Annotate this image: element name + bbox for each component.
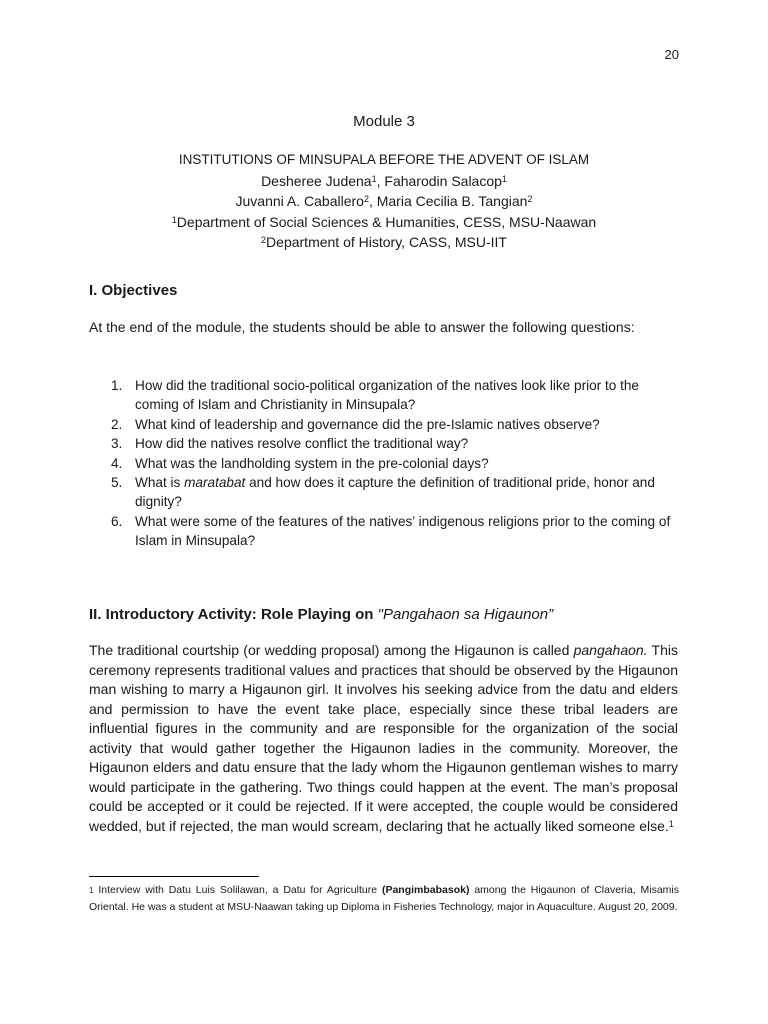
module-title: Module 3 [353,113,415,130]
intro-activity-heading: II. Introductory Activity: Role Playing on "Pangahaon sa Higaunon” [89,606,554,623]
affiliation-2: $^2$Department of History, CASS, MSU-IIT [261,234,507,250]
list-item: 3. How did the natives resolve conflict the traditional way? [111,436,469,452]
list-item: 5. What is maratabat and how does it capture the definition of traditional pride, honor and dignity? [111,475,655,510]
objectives-intro: At the end of the module, the students should be able to answer the following questions: [89,319,635,335]
authors-line-2: Juvanni A. Caballero$^2$, Maria Cecilia B. Tangian$^2$ [235,193,533,209]
list-item: 6. What were some of the features of the natives’ indigenous religions prior to the coming of Islam in Minsupala? [111,513,671,549]
objectives-heading: I. Objectives [89,282,178,299]
list-item: 2. What kind of leadership and governance did the pre-Islamic natives observe? [111,416,600,432]
document-title: INSTITUTIONS OF MINSUPALA BEFORE THE ADVENT OF ISLAM [178,152,590,167]
list-item: 4. What was the landholding system in the pre-colonial days? [111,455,489,471]
affiliation-1: $^1$Department of Social Sciences & Humanities, CESS, MSU-Naawan [171,213,597,230]
footnote: $^1$ Interview with Datu Luis Solilawan, a Datu for Agriculture (Pangimbabasok) among the Higaunon of Claveria, Misamis Oriental. He was a student at MSU-Naawan taking up Diploma in Fisheries Technology, major in Aquaculture. August 20, 2009. [89,884,679,913]
authors-line-1: Desheree Judena$^1$, Faharodin Salacop$^1$ [261,172,507,189]
objectives-list [111,376,681,551]
intro-activity-paragraph: The traditional courtship (or wedding proposal) among the Higaunon is called pangahaon. This ceremony represents traditional values and practices that should be observed by the Higaunon man wishing to marry a Higaunon girl. It involves his seeking advice from the datu and elders and permission to have the event take place, especially since these tribal leaders are influential figures in the community and are responsible for the organization of the social activity that would gather together the Higaunon ladies in the community. Moreover, the Higaunon elders and datu ensure that the lady whom the Higaunon gentleman wishes to marry would participate in the gathering. Two things could happen at the event. The man’s proposal could be accepted or it could be rejected. If it were accepted, the couple would be considered wedded, but if rejected, the man would scream, declaring that he actually liked someone else.$^1$ [89,642,678,834]
document-header [0,150,768,253]
list-item: 1. How did the traditional socio-political organization of the natives look like prior to the coming of Islam and Christianity in Minsupala? [111,378,639,413]
page-number: 20 [664,47,679,62]
footnote-divider [89,876,259,877]
